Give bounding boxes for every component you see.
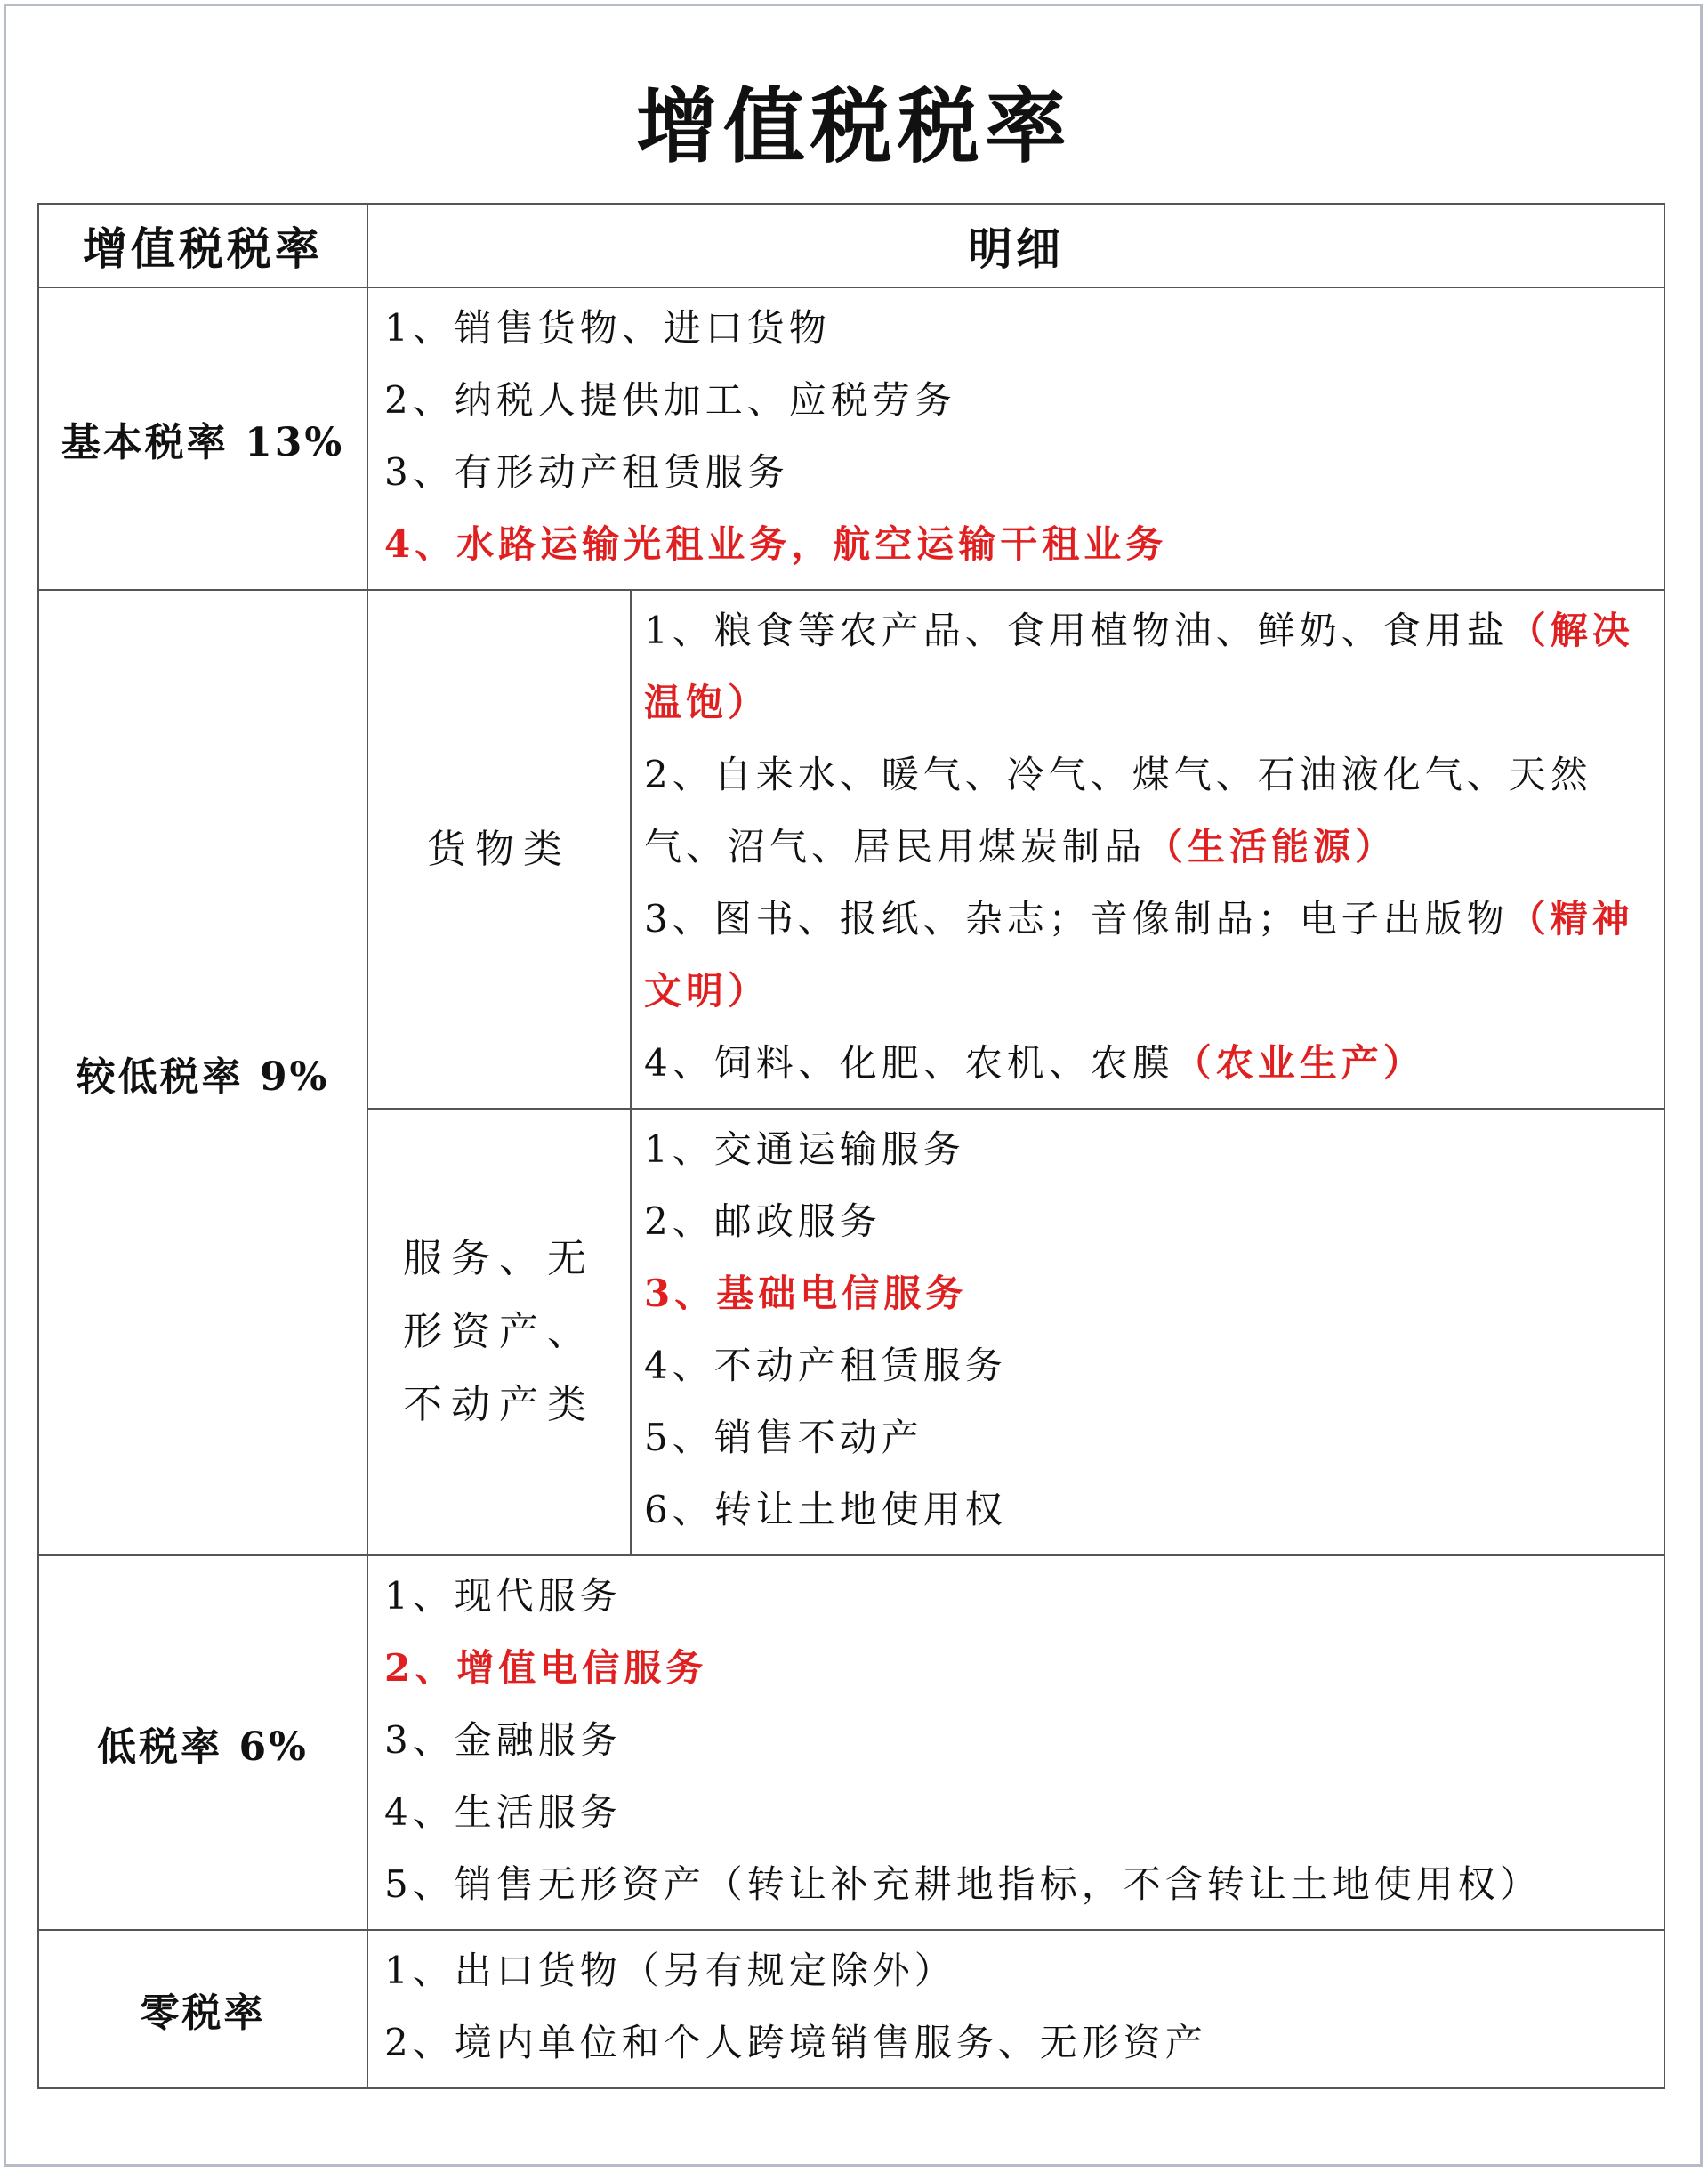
list-item: 1、交通运输服务 xyxy=(644,1127,965,1171)
list-item: 4、饲料、化肥、农机、农膜（农业生产） xyxy=(644,1041,1425,1085)
header-detail: 明细 xyxy=(367,204,1664,287)
row-low-rate xyxy=(38,1555,1664,1930)
services-category-label: 服务、无形资产、不动产类 xyxy=(367,1109,631,1555)
low-rate-label: 低税率 6% xyxy=(38,1555,367,1930)
list-item: 2、纳税人提供加工、应税劳务 xyxy=(384,378,956,422)
list-item: 1、出口货物（另有规定除外） xyxy=(384,1949,956,1992)
list-item: 4、不动产租赁服务 xyxy=(644,1344,1007,1387)
table-header-row xyxy=(38,204,1664,287)
list-item: 2、自来水、暖气、冷气、煤气、石油液化气、天然气、沼气、居民用煤炭制品（生活能源） xyxy=(644,753,1592,868)
lower-rate-label: 较低税率 9% xyxy=(38,590,367,1555)
list-item: 1、粮食等农产品、食用植物油、鲜奶、食用盐（解决温饱） xyxy=(644,609,1634,724)
list-item: 5、销售不动产 xyxy=(644,1416,923,1459)
list-item: 1、销售货物、进口货物 xyxy=(384,306,831,350)
item-note: （解决温饱） xyxy=(644,609,1634,724)
list-item: 5、销售无形资产（转让补充耕地指标，不含转让土地使用权） xyxy=(384,1862,1542,1906)
list-item: 3、图书、报纸、杂志；音像制品；电子出版物（精神文明） xyxy=(644,897,1634,1013)
list-item-highlight: 3、基础电信服务 xyxy=(644,1272,968,1315)
list-item: 3、金融服务 xyxy=(384,1718,622,1762)
header-rate: 增值税税率 xyxy=(38,204,367,287)
item-note: （精神文明） xyxy=(644,897,1634,1013)
list-item: 6、转让土地使用权 xyxy=(644,1488,1007,1531)
list-item: 3、有形动产租赁服务 xyxy=(384,450,789,494)
row-zero-rate xyxy=(38,1930,1664,2088)
list-item: 2、邮政服务 xyxy=(644,1199,882,1243)
goods-category-label: 货物类 xyxy=(367,590,631,1109)
page-title: 增值税税率 xyxy=(635,78,1072,174)
list-item-highlight: 4、水路运输光租业务，航空运输干租业务 xyxy=(384,522,1168,566)
item-note: （农业生产） xyxy=(1173,1041,1425,1085)
basic-rate-label: 基本税率 13% xyxy=(38,287,367,590)
row-basic-rate xyxy=(38,287,1664,590)
list-item: 1、现代服务 xyxy=(384,1574,622,1618)
item-note: （生活能源） xyxy=(1146,825,1398,868)
list-item: 4、生活服务 xyxy=(384,1790,622,1834)
goods-items xyxy=(631,590,1664,1109)
basic-rate-items xyxy=(367,287,1664,590)
services-items xyxy=(631,1109,1664,1555)
vat-rate-table xyxy=(37,203,1665,2089)
row-lower-rate-goods xyxy=(38,590,1664,1109)
low-rate-items xyxy=(367,1555,1664,1930)
zero-rate-label: 零税率 xyxy=(38,1930,367,2088)
list-item-highlight: 2、增值电信服务 xyxy=(384,1646,708,1690)
zero-rate-items xyxy=(367,1930,1664,2088)
list-item: 2、境内单位和个人跨境销售服务、无形资产 xyxy=(384,2021,1207,2064)
